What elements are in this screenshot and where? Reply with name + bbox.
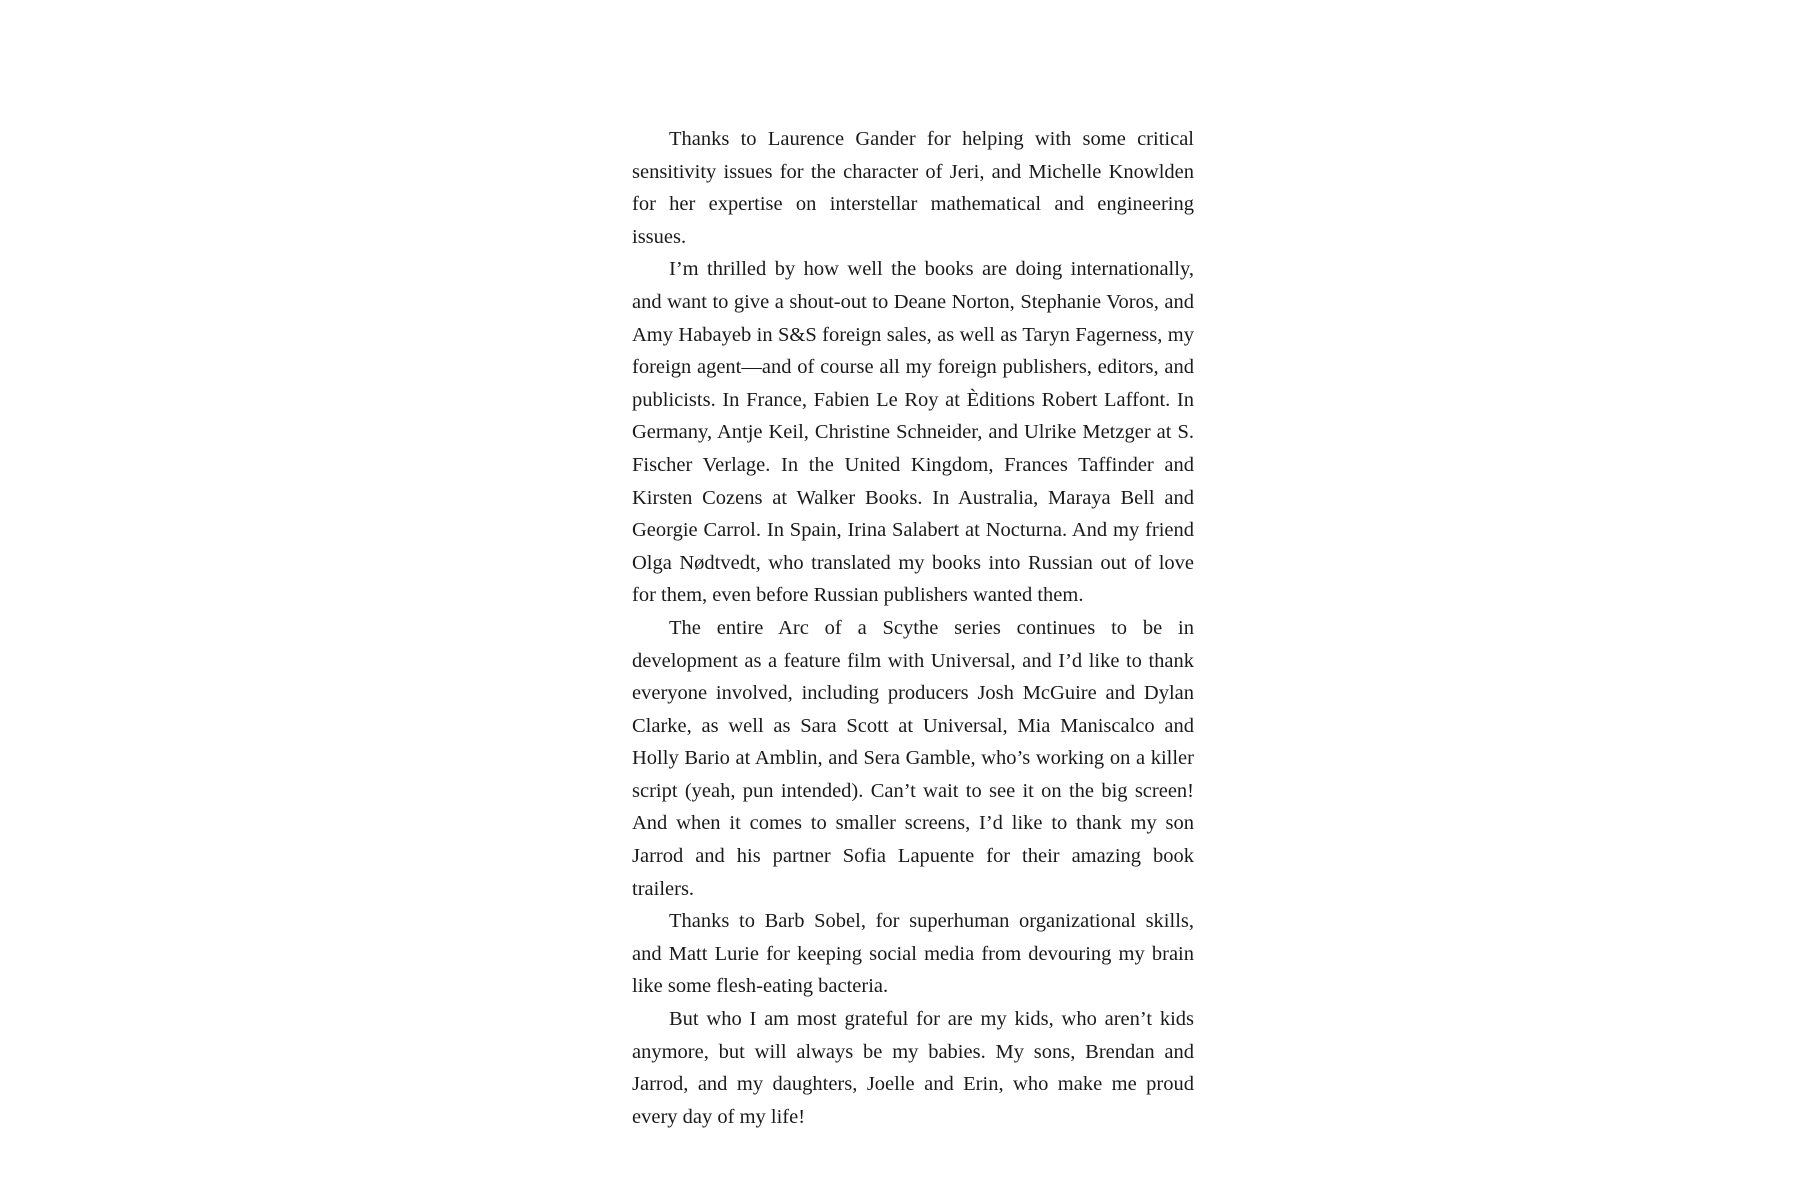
paragraph-film-development: The entire Arc of a Scythe series continues to be in development as a feature film with Universal, and I’d like to thank everyone involved, including producers Josh McGuire and Dylan Clarke, as well as Sara Scott at Universal, Mia Maniscalco and Holly Bario at Amblin, and Sera Gamble, who’s working on a killer script (yeah, pun intended). Can’t wait to see it on the big screen! And when it comes to smaller screens, I’d like to thank my son Jarrod and his partner Sofia Lapuente for their amazing book trailers.: [632, 616, 1194, 900]
paragraph-international-publishers: I’m thrilled by how well the books are doing internationally, and want to give a shout-out to Deane Norton, Stephanie Voros, and Amy Habayeb in S&S foreign sales, as well as Taryn Fagerness, my foreign agent—and of course all my foreign publishers, editors, and publicists. In France, Fabien Le Roy at Èditions Robert Laffont. In Germany, Antje Keil, Christine Schneider, and Ulrike Metzger at S. Fischer Verlage. In the United Kingdom, Frances Taffinder and Kirsten Cozens at Walker Books. In Australia, Maraya Bell and Georgie Carrol. In Spain, Irina Salabert at Nocturna. And my friend Olga Nødtvedt, who translated my books into Russian out of love for them, even before Russian publishers wanted them.: [632, 258, 1194, 607]
paragraph-kids: But who I am most grateful for are my kids, who aren’t kids anymore, but will always be my babies. My sons, Brendan and Jarrod, and my daughters, Joelle and Erin, who make me proud every day of my life!: [632, 1008, 1194, 1128]
paragraph-sobel-lurie: Thanks to Barb Sobel, for superhuman organizational skills, and Matt Lurie for keeping social media from devouring my brain like some flesh-eating bacteria.: [632, 910, 1194, 998]
paragraph-gander-knowlden: Thanks to Laurence Gander for helping with some critical sensitivity issues for the character of Jeri, and Michelle Knowlden for her expertise on interstellar mathematical and engineering issues.: [632, 128, 1194, 248]
acknowledgments-text: [632, 123, 1194, 1133]
